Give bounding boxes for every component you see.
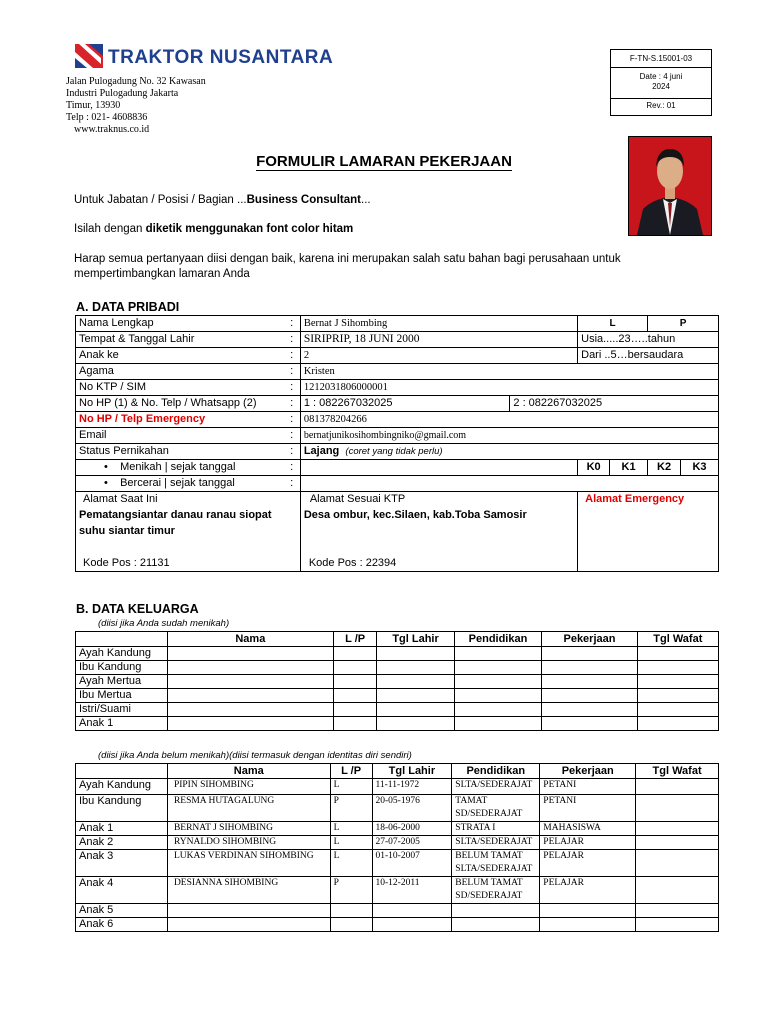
cell-nama[interactable]: PIPIN SIHOMBING bbox=[167, 779, 330, 795]
col-wafat: Tgl Wafat bbox=[637, 632, 718, 647]
cell-tgl[interactable]: 27-07-2005 bbox=[372, 836, 452, 850]
table-row: Istri/Suami bbox=[76, 703, 719, 717]
label-anak: Anak ke bbox=[76, 348, 284, 364]
section-a-heading: A. DATA PRIBADI bbox=[76, 300, 180, 314]
row-email: Email : bernatjunikosihombingniko@gmail.com bbox=[76, 428, 719, 444]
cell-lp[interactable] bbox=[330, 904, 372, 918]
field-anak[interactable]: 2 bbox=[300, 348, 577, 364]
field-alamat[interactable]: Alamat Saat Ini Pematangsiantar danau ranau siopat suhu siantar timur Kode Pos : 21131 bbox=[76, 492, 301, 572]
position-value: Business Consultant bbox=[246, 194, 361, 206]
k1-option[interactable]: K1 bbox=[610, 460, 648, 476]
cell-lp[interactable]: L bbox=[330, 836, 372, 850]
table-row bbox=[76, 795, 719, 822]
field-usia[interactable]: Usia.....23…..tahun bbox=[578, 332, 719, 348]
doc-code: F-TN-S.15001-03 bbox=[611, 50, 711, 68]
label-nama: Nama Lengkap bbox=[76, 316, 284, 332]
cell-wafat[interactable] bbox=[636, 850, 719, 877]
col-tgl: Tgl Lahir bbox=[372, 764, 452, 779]
field-nama[interactable]: Bernat J Sihombing bbox=[300, 316, 577, 332]
col-lp: L /P bbox=[333, 632, 377, 647]
row-alamat bbox=[76, 492, 719, 572]
gender-l[interactable]: L bbox=[578, 316, 648, 332]
table-row bbox=[76, 850, 719, 877]
row-ktp: No KTP / SIM : 1212031806000001 bbox=[76, 380, 719, 396]
cell-pend[interactable]: SLTA/SEDERAJAT bbox=[452, 836, 540, 850]
field-dari[interactable]: Dari ..5…bersaudara bbox=[578, 348, 719, 364]
row-nama: Nama Lengkap : Bernat J Sihombing L P bbox=[76, 316, 719, 332]
label-hp: No HP (1) & No. Telp / Whatsapp (2) bbox=[76, 396, 284, 412]
cell-kerja[interactable]: PETANI bbox=[540, 779, 636, 795]
table-row: Ayah Kandung bbox=[76, 647, 719, 661]
col-lp: L /P bbox=[330, 764, 372, 779]
cell-nama[interactable]: DESIANNA SIHOMBING bbox=[167, 877, 330, 904]
cell-wafat[interactable] bbox=[636, 877, 719, 904]
row-emergency: No HP / Telp Emergency : 081378204266 bbox=[76, 412, 719, 428]
cell-lp[interactable]: L bbox=[330, 779, 372, 795]
field-hp1[interactable]: 1 : 082267032025 bbox=[300, 396, 510, 412]
row-menikah: • Menikah | sejak tanggal : K0 K1 K2 K3 bbox=[76, 460, 719, 476]
field-agama[interactable]: Kristen bbox=[300, 364, 718, 380]
cell-rel: Anak 3 bbox=[76, 850, 168, 877]
label-ktp: No KTP / SIM bbox=[76, 380, 284, 396]
form-title: FORMULIR LAMARAN PEKERJAAN bbox=[256, 153, 512, 170]
cell-kerja[interactable] bbox=[540, 918, 636, 932]
cell-rel: Anak 5 bbox=[76, 904, 168, 918]
label-menikah: • Menikah | sejak tanggal bbox=[76, 460, 284, 476]
cell-tgl[interactable]: 11-11-1972 bbox=[372, 779, 452, 795]
cell-tgl[interactable] bbox=[372, 904, 452, 918]
cell-rel: Ayah Kandung bbox=[76, 779, 168, 795]
label-emergency: No HP / Telp Emergency bbox=[76, 412, 284, 428]
col-kerja: Pekerjaan bbox=[542, 632, 637, 647]
table-row bbox=[76, 779, 719, 795]
cell-rel: Anak 1 bbox=[76, 822, 168, 836]
cell-lp[interactable]: P bbox=[330, 877, 372, 904]
label-ttl: Tempat & Tanggal Lahir bbox=[76, 332, 284, 348]
cell-pend[interactable]: TAMAT SD/SEDERAJAT bbox=[452, 795, 540, 822]
doc-rev: Rev.: 01 bbox=[646, 101, 676, 110]
personal-data-table bbox=[75, 315, 719, 572]
cell-pend[interactable]: BELUM TAMAT SD/SEDERAJAT bbox=[452, 877, 540, 904]
gender-p[interactable]: P bbox=[648, 316, 719, 332]
table-row bbox=[76, 822, 719, 836]
cell-pend[interactable]: BELUM TAMAT SLTA/SEDERAJAT bbox=[452, 850, 540, 877]
cell-wafat[interactable] bbox=[636, 779, 719, 795]
cell-wafat[interactable] bbox=[636, 918, 719, 932]
cell-pend[interactable] bbox=[452, 918, 540, 932]
cell-lp[interactable] bbox=[330, 918, 372, 932]
position-line: Untuk Jabatan / Posisi / Bagian ...Business Consultant... bbox=[74, 194, 371, 206]
label-status: Status Pernikahan bbox=[76, 444, 284, 460]
table-row bbox=[76, 904, 719, 918]
row-anak: Anak ke : 2 Dari ..5…bersaudara bbox=[76, 348, 719, 364]
cell-wafat[interactable] bbox=[636, 795, 719, 822]
k0-option[interactable]: K0 bbox=[578, 460, 610, 476]
cell-kerja[interactable]: PELAJAR bbox=[540, 836, 636, 850]
table-row: Ibu Mertua bbox=[76, 689, 719, 703]
cell-wafat[interactable] bbox=[636, 836, 719, 850]
doc-date-year: 2024 bbox=[652, 82, 670, 91]
col-nama: Nama bbox=[167, 764, 330, 779]
label-cerai: • Bercerai | sejak tanggal bbox=[76, 476, 284, 492]
cell-tgl[interactable]: 01-10-2007 bbox=[372, 850, 452, 877]
company-name: TRAKTOR NUSANTARA bbox=[108, 47, 334, 68]
cell-tgl[interactable]: 18-06-2000 bbox=[372, 822, 452, 836]
field-menikah[interactable] bbox=[300, 460, 577, 476]
document-info-box bbox=[610, 49, 712, 116]
cell-rel: Anak 6 bbox=[76, 918, 168, 932]
company-logo bbox=[75, 44, 103, 68]
row-status: Status Pernikahan : Lajang (coret yang tidak perlu) bbox=[76, 444, 719, 460]
col-rel bbox=[76, 632, 168, 647]
field-cerai[interactable] bbox=[300, 476, 718, 492]
row-cerai: • Bercerai | sejak tanggal : bbox=[76, 476, 719, 492]
cell-pend[interactable]: SLTA/SEDERAJAT bbox=[452, 779, 540, 795]
section-b-heading: B. DATA KELUARGA bbox=[76, 602, 199, 616]
field-email[interactable]: bernatjunikosihombingniko@gmail.com bbox=[300, 428, 718, 444]
col-pend: Pendidikan bbox=[452, 764, 540, 779]
label-agama: Agama bbox=[76, 364, 284, 380]
cell-kerja[interactable]: PELAJAR bbox=[540, 850, 636, 877]
field-ktp[interactable]: 1212031806000001 bbox=[300, 380, 718, 396]
col-rel bbox=[76, 764, 168, 779]
instruction-line: Isilah dengan diketik menggunakan font color hitam bbox=[74, 223, 354, 235]
table-row: Ayah Mertua bbox=[76, 675, 719, 689]
cell-rel: Ibu Kandung bbox=[76, 795, 168, 822]
cell-tgl[interactable] bbox=[372, 918, 452, 932]
table-row: Anak 1 bbox=[76, 717, 719, 731]
cell-pend[interactable]: STRATA I bbox=[452, 822, 540, 836]
married-note: (diisi jika Anda sudah menikah) bbox=[98, 618, 230, 629]
cell-nama[interactable] bbox=[167, 918, 330, 932]
note-paragraph: Harap semua pertanyaan diisi dengan baik, karena ini merupakan salah satu bahan bagi perusahaan untuk mempertimbangkan lamaran Anda bbox=[74, 253, 621, 280]
field-emergency[interactable]: 081378204266 bbox=[300, 412, 718, 428]
table-row bbox=[76, 918, 719, 932]
table-row: Ibu Kandung bbox=[76, 661, 719, 675]
cell-nama[interactable]: RYNALDO SIHOMBING bbox=[167, 836, 330, 850]
cell-kerja[interactable]: PETANI bbox=[540, 795, 636, 822]
col-wafat: Tgl Wafat bbox=[636, 764, 719, 779]
cell-kerja[interactable]: MAHASISWA bbox=[540, 822, 636, 836]
cell-tgl[interactable]: 20-05-1976 bbox=[372, 795, 452, 822]
cell-lp[interactable]: P bbox=[330, 795, 372, 822]
cell-kerja[interactable] bbox=[540, 904, 636, 918]
col-pend: Pendidikan bbox=[454, 632, 542, 647]
row-hp: No HP (1) & No. Telp / Whatsapp (2) : 1 : 082267032025 2 : 082267032025 bbox=[76, 396, 719, 412]
col-nama: Nama bbox=[167, 632, 333, 647]
field-status[interactable]: Lajang (coret yang tidak perlu) bbox=[300, 444, 718, 460]
col-tgl: Tgl Lahir bbox=[377, 632, 454, 647]
cell-kerja[interactable]: PELAJAR bbox=[540, 877, 636, 904]
cell-rel: Anak 4 bbox=[76, 877, 168, 904]
cell-lp[interactable]: L bbox=[330, 822, 372, 836]
cell-pend[interactable] bbox=[452, 904, 540, 918]
field-ttl[interactable]: SIRIPRIP, 18 JUNI 2000 bbox=[300, 332, 577, 348]
single-note: (diisi jika Anda belum menikah)(diisi termasuk dengan identitas diri sendiri) bbox=[98, 750, 412, 761]
k3-option[interactable]: K3 bbox=[681, 460, 719, 476]
table-row bbox=[76, 836, 719, 850]
cell-tgl[interactable]: 10-12-2011 bbox=[372, 877, 452, 904]
cell-wafat[interactable] bbox=[636, 822, 719, 836]
cell-nama[interactable] bbox=[167, 904, 330, 918]
label-email: Email bbox=[76, 428, 284, 444]
cell-nama[interactable]: LUKAS VERDINAN SIHOMBING bbox=[167, 850, 330, 877]
company-address: Jalan Pulogadung No. 32 Kawasan Industri Pulogadung Jakarta Timur, 13930 Telp : 021- 4608836 www.traknus.co.id bbox=[66, 76, 206, 135]
table-row bbox=[76, 877, 719, 904]
row-agama: Agama : Kristen bbox=[76, 364, 719, 380]
cell-nama[interactable]: RESMA HUTAGALUNG bbox=[167, 795, 330, 822]
col-kerja: Pekerjaan bbox=[540, 764, 636, 779]
applicant-photo bbox=[628, 136, 712, 236]
row-ttl: Tempat & Tanggal Lahir : SIRIPRIP, 18 JUNI 2000 Usia.....23…..tahun bbox=[76, 332, 719, 348]
field-hp2[interactable]: 2 : 082267032025 bbox=[510, 396, 719, 412]
family-single-table bbox=[75, 763, 719, 932]
cell-lp[interactable]: L bbox=[330, 850, 372, 877]
k2-option[interactable]: K2 bbox=[648, 460, 681, 476]
doc-date: Date : 4 juni bbox=[639, 72, 683, 81]
field-alamat-ktp[interactable]: Alamat Sesuai KTP Desa ombur, kec.Silaen, kab.Toba Samosir Kode Pos : 22394 bbox=[300, 492, 577, 572]
cell-rel: Anak 2 bbox=[76, 836, 168, 850]
family-married-table bbox=[75, 631, 719, 731]
cell-wafat[interactable] bbox=[636, 904, 719, 918]
cell-nama[interactable]: BERNAT J SIHOMBING bbox=[167, 822, 330, 836]
field-alamat-emergency[interactable]: Alamat Emergency bbox=[578, 492, 719, 572]
